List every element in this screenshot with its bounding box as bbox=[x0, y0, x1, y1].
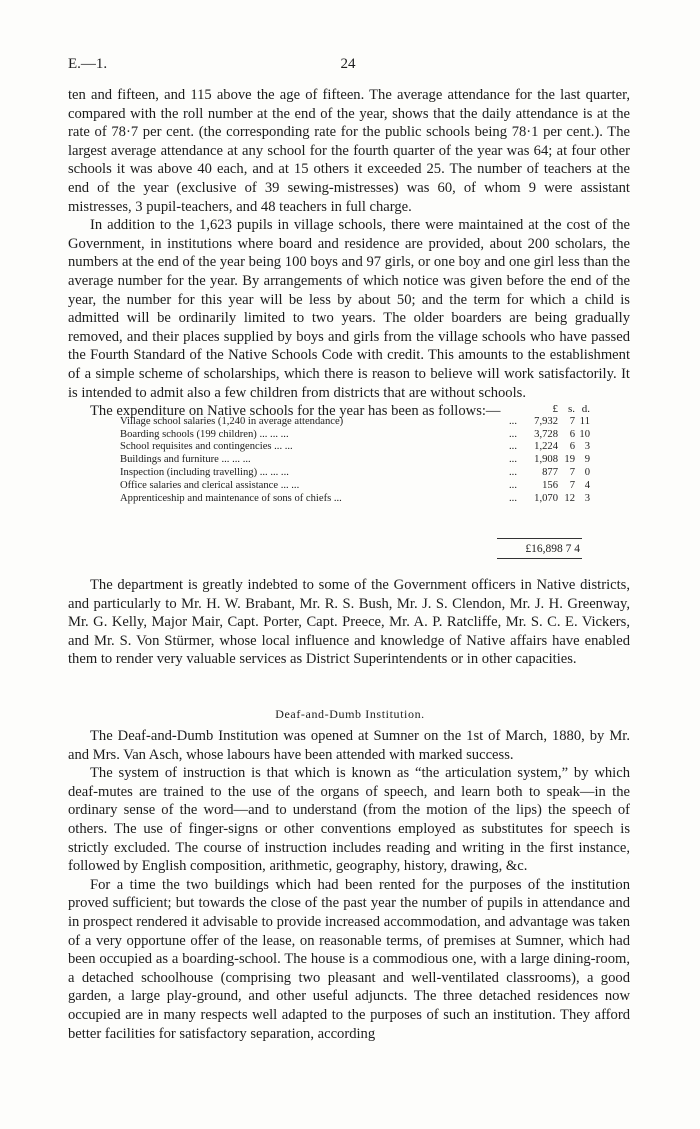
amount-shillings: 7 bbox=[569, 479, 575, 491]
expenditure-row bbox=[120, 441, 590, 454]
leader-dots: ... bbox=[509, 415, 517, 427]
paragraph-boarding: In addition to the 1,623 pupils in village schools, there were maintained at the cost of the Government, in institutions where board and residence are provided, about 200 scholars, the numbers at the end of the year being 100 boys and 97 girls, or one boy and one girl less than the average number for the year. By arrangements of which notice was given before the end of the year, the number for this year will be less by about 50; and the term for which a child is admitted will be ordinarily limited to two years. The older boarders are being gradually removed, and their places supplied by boys and girls from the village schools who have passed the Fourth Standard of the Native Schools Code with credit. This amounts to the establishment of a simple scheme of scholarships, which there is reason to believe will work satisfactorily. It is intended to admit also a few children from districts that are without schools. bbox=[68, 217, 630, 401]
expenditure-item: Office salaries and clerical assistance ... ... bbox=[120, 479, 300, 491]
expenditure-item: Apprenticeship and maintenance of sons of chiefs ... bbox=[120, 492, 342, 504]
expenditure-header-row bbox=[120, 403, 590, 416]
expenditure-item: Inspection (including travelling) ... ... ... bbox=[120, 466, 289, 478]
amount-pence: 4 bbox=[584, 479, 590, 491]
amount-pence: 0 bbox=[584, 466, 590, 478]
expenditure-item: Village school salaries (1,240 in average attendance) bbox=[120, 415, 344, 427]
body-text-top bbox=[68, 86, 630, 421]
amount-pounds: 1,908 bbox=[534, 454, 558, 466]
amount-pounds: 3,728 bbox=[534, 428, 558, 440]
amount-shillings: 6 bbox=[569, 441, 575, 453]
expenditure-row bbox=[120, 416, 590, 429]
total-underline bbox=[497, 558, 582, 559]
leader-dots: ... bbox=[509, 492, 517, 504]
column-pence: d. bbox=[581, 403, 590, 415]
amount-pence: 11 bbox=[579, 415, 590, 427]
amount-pence: 10 bbox=[579, 428, 590, 440]
amount-pounds: 156 bbox=[542, 479, 558, 491]
page-number: 24 bbox=[340, 56, 356, 72]
amount-pounds: 7,932 bbox=[534, 415, 558, 427]
amount-shillings: 12 bbox=[564, 492, 575, 504]
expenditure-table bbox=[120, 403, 590, 505]
expenditure-item: Boarding schools (199 children) ... ... ... bbox=[120, 428, 289, 440]
leader-dots: ... bbox=[509, 428, 517, 440]
expenditure-row bbox=[120, 454, 590, 467]
amount-pence: 3 bbox=[584, 441, 590, 453]
amount-pence: 3 bbox=[584, 492, 590, 504]
expenditure-row bbox=[120, 467, 590, 480]
document-reference: E.—1. bbox=[68, 56, 108, 72]
amount-shillings: 7 bbox=[569, 415, 575, 427]
sum-rule bbox=[497, 538, 582, 539]
column-pounds: £ bbox=[552, 403, 558, 415]
paragraph-attendance: ten and fifteen, and 115 above the age of fifteen. The average attendance for the last quarter, compared with the roll number at the end of the year, shows that the daily attendance is at the rate of 78·7 per cent. (the corresponding rate for the public schools being 78·1 per cent.). The largest average attendance at any school for the fourth quarter of the year was 64; at four other schools it was above 40 each, and at 15 others it exceeded 25. The number of teachers at the end of the year (exclusive of 39 sewing-mistresses) was 60, of whom 9 were assistant mistresses, 3 pupil-teachers, and 48 teachers in full charge. bbox=[68, 87, 630, 215]
amount-shillings: 19 bbox=[564, 454, 575, 466]
amount-shillings: 6 bbox=[569, 428, 575, 440]
paragraph-expenditure-intro: The expenditure on Native schools for the year has been as follows:— bbox=[90, 403, 501, 420]
leader-dots: ... bbox=[509, 479, 517, 491]
amount-shillings: 7 bbox=[569, 466, 575, 478]
section-heading: Deaf-and-Dumb Institution. bbox=[275, 707, 425, 721]
paragraph-buildings: For a time the two buildings which had been rented for the purposes of the institution proved sufficient; but towards the close of the past year the number of pupils in attendance and in prospect rendered it advisable to provide increased accommodation, and advantage was taken of a very opportune offer of the lease, on reasonable terms, of premises at Sumner, which had been occupied as a boarding-school. The house is a commodious one, with a large dining-room, a detached schoolhouse (comprising two pleasant and well-ventilated classrooms), a good garden, a large play-ground, and other useful adjuncts. The three detached residences now occupied are in many respects well adapted to the purposes of such an institution. They afford better facilities for satisfactory separation, according bbox=[68, 876, 630, 1042]
expenditure-row bbox=[120, 480, 590, 493]
leader-dots: ... bbox=[509, 441, 517, 453]
body-text-thanks bbox=[68, 576, 630, 669]
amount-pounds: 1,070 bbox=[534, 492, 558, 504]
leader-dots: ... bbox=[509, 466, 517, 478]
paragraph-opening: The Deaf-and-Dumb Institution was opened at Sumner on the 1st of March, 1880, by Mr. and Mrs. Van Asch, whose labours have been attended with marked success. bbox=[68, 728, 630, 763]
amount-pounds: 877 bbox=[542, 466, 558, 478]
column-shillings: s. bbox=[567, 403, 575, 415]
paragraph-thanks: The department is greatly indebted to some of the Government officers in Native districts, and particularly to Mr. H. W. Brabant, Mr. R. S. Bush, Mr. J. S. Clendon, Mr. J. H. Greenway, Mr. G. Kelly, Major Mair, Capt. Porter, Capt. Preece, Mr. A. P. Ratcliffe, Mr. S. C. E. Vickers, and Mr. S. Von Stürmer, whose local influence and knowledge of Native affairs have enabled them to render very valuable services as District Superintendents or in other capacities. bbox=[68, 577, 630, 668]
expenditure-row bbox=[120, 493, 590, 506]
amount-pence: 9 bbox=[584, 454, 590, 466]
expenditure-row bbox=[120, 429, 590, 442]
expenditure-item: School requisites and contingencies ... ... bbox=[120, 441, 293, 453]
leader-dots: ... bbox=[509, 454, 517, 466]
body-text-deaf-institution bbox=[68, 727, 630, 1043]
expenditure-item: Buildings and furniture ... ... ... bbox=[120, 454, 251, 466]
page-header bbox=[68, 56, 628, 76]
paragraph-system: The system of instruction is that which is known as “the articulation system,” by which deaf-mutes are trained to the use of the organs of speech, and learn both to speak—in the ordinary sense of the word—and to understand (from the motion of the lips) the speech of others. The use of finger-signs or other conventions employed as substitutes for speech is strictly excluded. The course of instruction includes reading and writing in the first instance, followed by English composition, arithmetic, geography, history, drawing, &c. bbox=[68, 765, 630, 875]
expenditure-total: £16,898 7 4 bbox=[525, 543, 580, 555]
amount-pounds: 1,224 bbox=[534, 441, 558, 453]
